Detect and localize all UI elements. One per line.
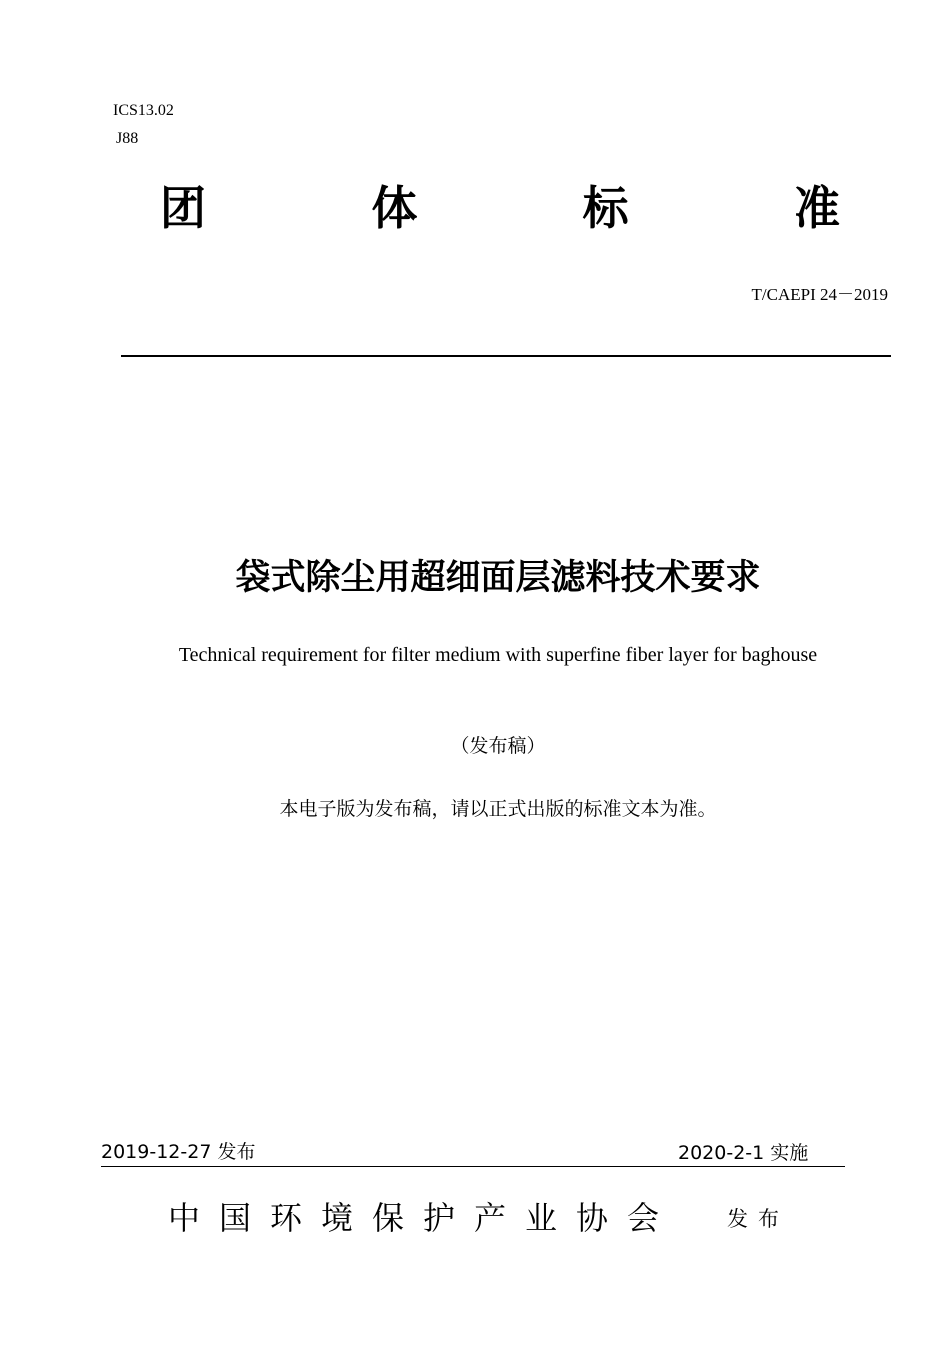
issue-date: 2019-12-27 发布	[101, 1141, 256, 1163]
standard-number: T/CAEPI 24－2019	[751, 285, 888, 304]
ccs-code: J88	[116, 130, 139, 147]
document-type-heading	[160, 178, 840, 238]
document-type-char: 体	[371, 181, 418, 235]
edition-note: 本电子版为发布稿，请以正式出版的标准文本为准。	[279, 798, 717, 820]
top-divider	[121, 355, 891, 357]
chinese-title: 袋式除尘用超细面层滤料技术要求	[235, 558, 761, 598]
publish-label: 发布	[727, 1207, 789, 1231]
document-type-char: 准	[793, 181, 840, 235]
draft-label: （发布稿）	[450, 735, 546, 757]
document-type-char: 团	[160, 181, 206, 235]
implementation-date: 2020-2-1 实施	[678, 1142, 809, 1164]
ics-code: ICS13.02	[113, 102, 174, 119]
publisher-name: 中国环境保护产业协会	[168, 1199, 679, 1237]
bottom-divider	[101, 1166, 845, 1167]
document-type-char: 标	[582, 181, 629, 235]
english-title: Technical requirement for filter medium with superfine fiber layer for baghouse	[178, 644, 818, 666]
